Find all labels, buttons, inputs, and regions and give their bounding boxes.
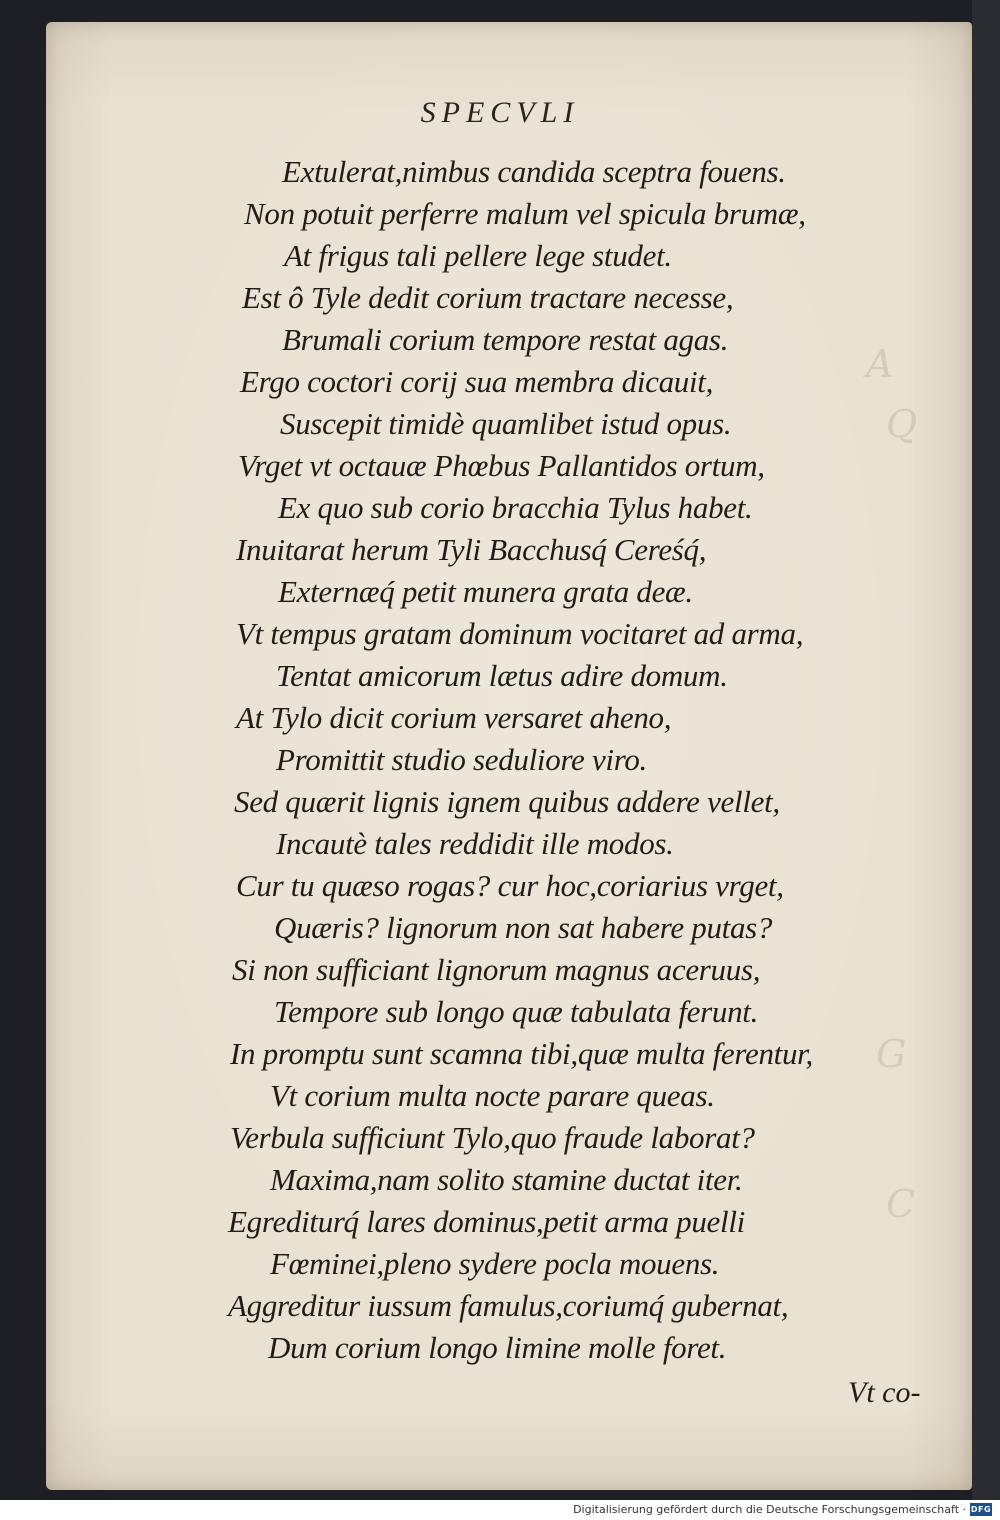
- verse-line: Vt tempus gratam dominum vocitaret ad arma,: [236, 616, 804, 651]
- verse-line: Suscepit timidè quamlibet istud opus.: [280, 406, 732, 441]
- verse-line: Tempore sub longo quæ tabulata ferunt.: [274, 994, 759, 1029]
- verse-line: Ergo coctori corij sua membra dicauit,: [240, 364, 714, 399]
- catchword: Vt co-: [848, 1376, 921, 1409]
- verse-line: Sed quærit lignis ignem quibus addere vellet,: [234, 784, 780, 819]
- verse-line: Brumali corium tempore restat agas.: [282, 322, 729, 357]
- verse-line: Tentat amicorum lætus adire domum.: [276, 658, 728, 693]
- verse-line: Quæris? lignorum non sat habere putas?: [274, 910, 773, 945]
- verse-line: Cur tu quæso rogas? cur hoc,coriarius vrget,: [236, 868, 784, 903]
- verse-line: Non potuit perferre malum vel spicula brumæ,: [244, 196, 806, 231]
- verse-line: Dum corium longo limine molle foret.: [268, 1330, 727, 1365]
- verse-line: Promittit studio seduliore viro.: [276, 742, 647, 777]
- verse-line: Aggreditur iussum famulus,coriumq́ gubernat,: [228, 1288, 789, 1323]
- verse-line: Inuitarat herum Tyli Bacchusq́ Cereśq́,: [236, 532, 707, 567]
- verse-line: At Tylo dicit corium versaret aheno,: [236, 700, 672, 735]
- dfg-logo-icon: DFG: [970, 1505, 992, 1514]
- verse-line: Incautè tales reddidit ille modos.: [276, 826, 674, 861]
- verse-line: Vrget vt octauæ Phœbus Pallantidos ortum,: [238, 448, 765, 483]
- funding-credit: Digitalisierung gefördert durch die Deutsche Forschungsgemeinschaft ·: [573, 1503, 966, 1516]
- showthrough-mark: G: [876, 1032, 907, 1076]
- showthrough-mark: Q: [886, 402, 918, 446]
- verse-line: Est ô Tyle dedit corium tractare necesse,: [242, 280, 734, 315]
- book-edge: [972, 0, 1000, 1500]
- verse-line: Externæq́ petit munera grata deæ.: [278, 574, 693, 609]
- verse-line: Ex quo sub corio bracchia Tylus habet.: [278, 490, 753, 525]
- verse-line: Extulerat,nimbus candida sceptra fouens.: [282, 154, 786, 189]
- verse-line: Verbula sufficiunt Tylo,quo fraude laborat?: [230, 1120, 755, 1155]
- running-head: SPECVLI: [420, 96, 580, 129]
- verse-line: At frigus tali pellere lege studet.: [284, 238, 672, 273]
- verse-line: Maxima,nam solito stamine ductat iter.: [270, 1162, 743, 1197]
- verse-line: Vt corium multa nocte parare queas.: [270, 1078, 715, 1113]
- showthrough-mark: A: [866, 342, 894, 386]
- verse-line: Fœminei,pleno sydere pocla mouens.: [270, 1246, 720, 1281]
- verse-line: Si non sufficiant lignorum magnus aceruus,: [232, 952, 761, 987]
- showthrough-mark: C: [886, 1182, 916, 1226]
- verse-line: Egrediturq́ lares dominus,petit arma puelli: [228, 1204, 745, 1239]
- verse-line: In promptu sunt scamna tibi,quæ multa ferentur,: [230, 1036, 813, 1071]
